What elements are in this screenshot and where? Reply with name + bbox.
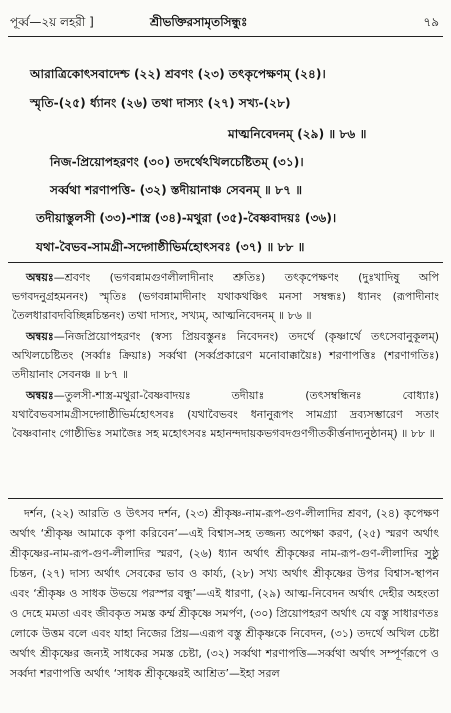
anvaya-label: অন্বয়ঃ <box>26 389 54 402</box>
anvaya-paragraph: অন্বয়ঃ—তুলসী-শাস্ত্র-মথুরা-বৈষ্ণবাদয়ঃ তদীয়াঃ (তৎসম্বন্ধিনঃ বোধ্যাঃ) যথাবৈভবসামগ্রীসদ্গোষ্ঠীভির্মহোৎসবঃ (যথাবৈভবং ধনানুরূপং সামগ্র্যা দ্রব্যসম্ভারেণ সতাং বৈষ্ণবানাং গোষ্ঠীভিঃ সমাজৈঃ সহ মহোৎসবঃ মহানন্দদায়কভগবদগুণগীতকীর্ত্তনাদ্যনুষ্ঠানম্) ॥ ৮৮ ॥ <box>12 389 439 440</box>
anvaya-block <box>12 268 439 445</box>
anvaya-label: অন্বয়ঃ <box>26 330 54 343</box>
verse-line: সর্ব্বথা শরণাপত্তি- (৩২) স্তদীয়ানাঞ্চ সেবনম্ ॥ ৮৭ ॥ <box>50 183 303 197</box>
verse-line: যথা-বৈভব-সামগ্রী-সদ্গোষ্ঠীভির্মহোৎসবঃ (৩৭) ॥ ৮৮ ॥ <box>36 240 305 254</box>
translation-paragraph: দর্শন, (২২) আরতি ও উৎসব দর্শন, (২৩) শ্রীকৃষ্ণ-নাম-রূপ-গুণ-লীলাদির শ্রবণ, (২৪) কৃপেক্ষণ অর্থাৎ ‘শ্রীকৃষ্ণ আমাকে কৃপা করিবেন’—এই বিশ্বাস-সহ তজ্জন্য অপেক্ষা করণ, (২৫) স্মরণ অর্থাৎ শ্রীকৃষ্ণের-নাম-রূপ-গুণ-লীলাদির স্মরণ, (২৬) ধ্যান অর্থাৎ শ্রীকৃষ্ণের নাম-রূপ-গুণ-লীলাদির সুষ্ঠু চিন্তন, (২৭) দাস্য অর্থাৎ সেবকের ভাব ও কার্য্য, (২৮) সখ্য অর্থাৎ শ্রীকৃষ্ণের উপর বিশ্বাস-স্থাপন এবং ‘শ্রীকৃষ্ণ ও সাধক উভয়ে পরস্পর বন্ধু’—এই ধারণা, (২৯) আত্ম-নিবেদন অর্থাৎ দেহীর অহংতা ও দেহে মমতা এবং জীবকৃত সমস্ত কর্ম্ম শ্রীকৃষ্ণে সমর্পণ, (৩০) প্রিয়োপহরণ অর্থাৎ যে বস্তু সাধারণতঃ লোকে উত্তম বলে এবং যাহা নিজের প্রিয়—এরূপ বস্তু শ্রীকৃষ্ণকে নিবেদন, (৩১) তদর্থে অখিল চেষ্টা অর্থাৎ শ্রীকৃষ্ণের জন্যই সাধকের সমস্ত চেষ্টা, (৩২) সর্ব্বথা শরণাপত্তি—সর্ব্বথা অর্থাৎ সম্পূর্ণরূপে ও সর্ব্বদা শরণাপত্তি অর্থাৎ ‘সাধক শ্রীকৃষ্ণেরই আশ্রিত’—ইহা সরল <box>10 507 439 680</box>
verse-line: মাত্মনিবেদনম্ (২৯) ॥ ৮৬ ॥ <box>228 127 367 141</box>
book-title: শ্রীভক্তিরসামৃতসিন্ধুঃ <box>150 15 248 29</box>
anvaya-paragraph: অন্বয়ঃ—নিজপ্রিয়োপহরণং (স্বস্য প্রিয়বস্তুনঃ নিবেদনং) তদর্থে (কৃষ্ণার্থে তৎসেবানুকূলম্) অখিলচেষ্টিতং (সর্ব্বাঃ ক্রিয়াঃ) সর্ব্বথা (সর্ব্বপ্রকারেণ মনোবাক্কায়ৈঃ) শরণাপত্তিঃ (শরণাগতিঃ) তদীয়ানাং সেবনঞ্চ ॥ ৮৭ ॥ <box>12 330 439 381</box>
page-header <box>10 14 439 34</box>
translation-block <box>10 504 439 684</box>
page-number: ৭৯ <box>423 15 439 29</box>
header-rule <box>8 36 443 37</box>
verse-line: স্মৃতি-(২৫) র্ধ্যানং (২৬) তথা দাস্যং (২৭) সখ্য-(২৮) <box>30 96 291 110</box>
verse-line: তদীয়াস্তুলসী (৩৩)-শাস্ত্র (৩৪)-মথুরা (৩৫)-বৈষ্ণবাদয়ঃ (৩৬)। <box>36 211 337 225</box>
anvaya-paragraph: অন্বয়ঃ—শ্রবণং (ভগবন্নামগুণলীলাদীনাং শ্রুতিঃ) তৎকৃপেক্ষণং (দুঃখাদিষু অপি ভগবদনুগ্রহমননং) স্মৃতিঃ (ভগবন্নামাদীনাং যথাকথঞ্চিৎ মনসা সম্বন্ধঃ) ধ্যানং (রূপাদীনাং তৈলধারাবদবিচ্ছিন্নচিন্তনং) তথা দাস্যং, সখ্যম্, আত্মনিবেদনম্ ॥ ৮৬ ॥ <box>12 271 439 322</box>
gloss-rule <box>8 498 443 499</box>
section-label: পূর্ব্ব—২য় লহরী ] <box>10 15 94 29</box>
verse-line: আরাত্রিকোৎসবাদেশ্চ (২২) শ্রবণং (২৩) তৎকৃপেক্ষণম্ (২৪)। <box>30 67 326 81</box>
anvaya-label: অন্বয়ঃ <box>26 271 54 284</box>
verse-rule <box>8 262 443 263</box>
verse-line: নিজ-প্রিয়োপহরণং (৩০) তদর্থেঽখিলচেষ্টিতম্ (৩১)। <box>50 155 304 169</box>
